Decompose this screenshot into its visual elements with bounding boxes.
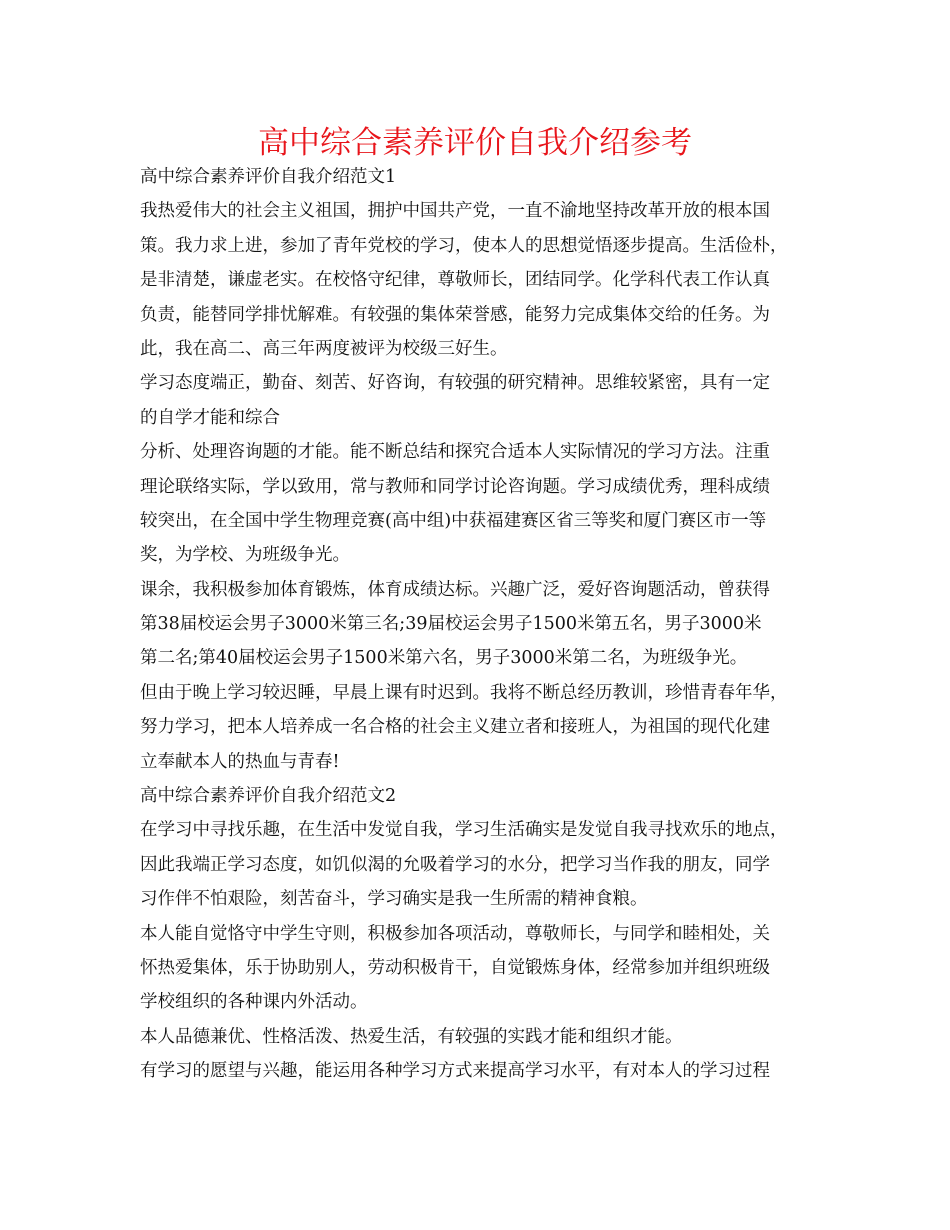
paragraph-line: 的自学才能和综合 — [140, 407, 280, 428]
paragraph-line: 策。我力求上进，参加了青年党校的学习，使本人的思想觉悟逐步提高。生活俭朴， — [140, 235, 788, 256]
paragraph-line: 但由于晚上学习较迟睡，早晨上课有时迟到。我将不断总经历教训，珍惜青春年华， — [140, 682, 788, 703]
paragraph-line: 负责，能替同学排忧解难。有较强的集体荣誉感，能努力完成集体交给的任务。为 — [140, 304, 770, 325]
paragraph-line: 立奉献本人的热血与青春! — [140, 751, 340, 772]
paragraph-line: 第二名;第40届校运会男子1500米第六名，男子3000米第二名，为班级争光。 — [140, 648, 748, 669]
section-heading-1: 高中综合素养评价自我介绍范文1 — [140, 167, 397, 187]
paragraph-line: 本人品德兼优、性格活泼、热爱生活，有较强的实践才能和组织才能。 — [140, 1026, 683, 1047]
paragraph-line: 我热爱伟大的社会主义祖国，拥护中国共产党，一直不渝地坚持改革开放的根本国 — [140, 201, 770, 222]
paragraph-line: 课余，我积极参加体育锻炼，体育成绩达标。兴趣广泛，爱好咨询题活动，曾获得 — [140, 579, 770, 600]
paragraph-line: 分析、处理咨询题的才能。能不断总结和探究合适本人实际情况的学习方法。注重 — [140, 442, 770, 463]
paragraph-line: 在学习中寻找乐趣，在生活中发觉自我，学习生活确实是发觉自我寻找欢乐的地点， — [140, 820, 788, 841]
document-title: 高中综合素养评价自我介绍参考 — [258, 125, 692, 161]
section-heading-2: 高中综合素养评价自我介绍范文2 — [140, 786, 397, 807]
paragraph-line: 因此我端正学习态度，如饥似渴的允吸着学习的水分，把学习当作我的朋友，同学 — [140, 854, 770, 875]
paragraph-line: 学校组织的各种课内外活动。 — [140, 992, 368, 1013]
paragraph-line: 奖，为学校、为班级争光。 — [140, 545, 350, 566]
paragraph-line: 本人能自觉恪守中学生守则，积极参加各项活动，尊敬师长，与同学和睦相处，关 — [140, 923, 770, 944]
paragraph-line: 有学习的愿望与兴趣，能运用各种学习方式来提高学习水平，有对本人的学习过程 — [140, 1061, 770, 1082]
paragraph-line: 较突出，在全国中学生物理竞赛(高中组)中获福建赛区省三等奖和厦门赛区市一等 — [140, 510, 767, 531]
paragraph-line: 是非清楚，谦虚老实。在校恪守纪律，尊敬师长，团结同学。化学科代表工作认真 — [140, 270, 770, 291]
paragraph-line: 努力学习，把本人培养成一名合格的社会主义建立者和接班人，为祖国的现代化建 — [140, 717, 770, 738]
paragraph-line: 理论联络实际，学以致用，常与教师和同学讨论咨询题。学习成绩优秀，理科成绩 — [140, 476, 770, 497]
paragraph-line: 此，我在高二、高三年两度被评为校级三好生。 — [140, 338, 508, 359]
paragraph-line: 怀热爱集体，乐于协助别人，劳动积极肯干，自觉锻炼身体，经常参加并组织班级 — [140, 957, 770, 978]
paragraph-line: 习作伴不怕艰险，刻苦奋斗，学习确实是我一生所需的精神食粮。 — [140, 889, 648, 910]
paragraph-line: 第38届校运会男子3000米第三名;39届校运会男子1500米第五名，男子3000米 — [140, 614, 762, 635]
document-body — [140, 160, 820, 1089]
paragraph-line: 学习态度端正，勤奋、刻苦、好咨询，有较强的研究精神。思维较紧密，具有一定 — [140, 373, 770, 394]
